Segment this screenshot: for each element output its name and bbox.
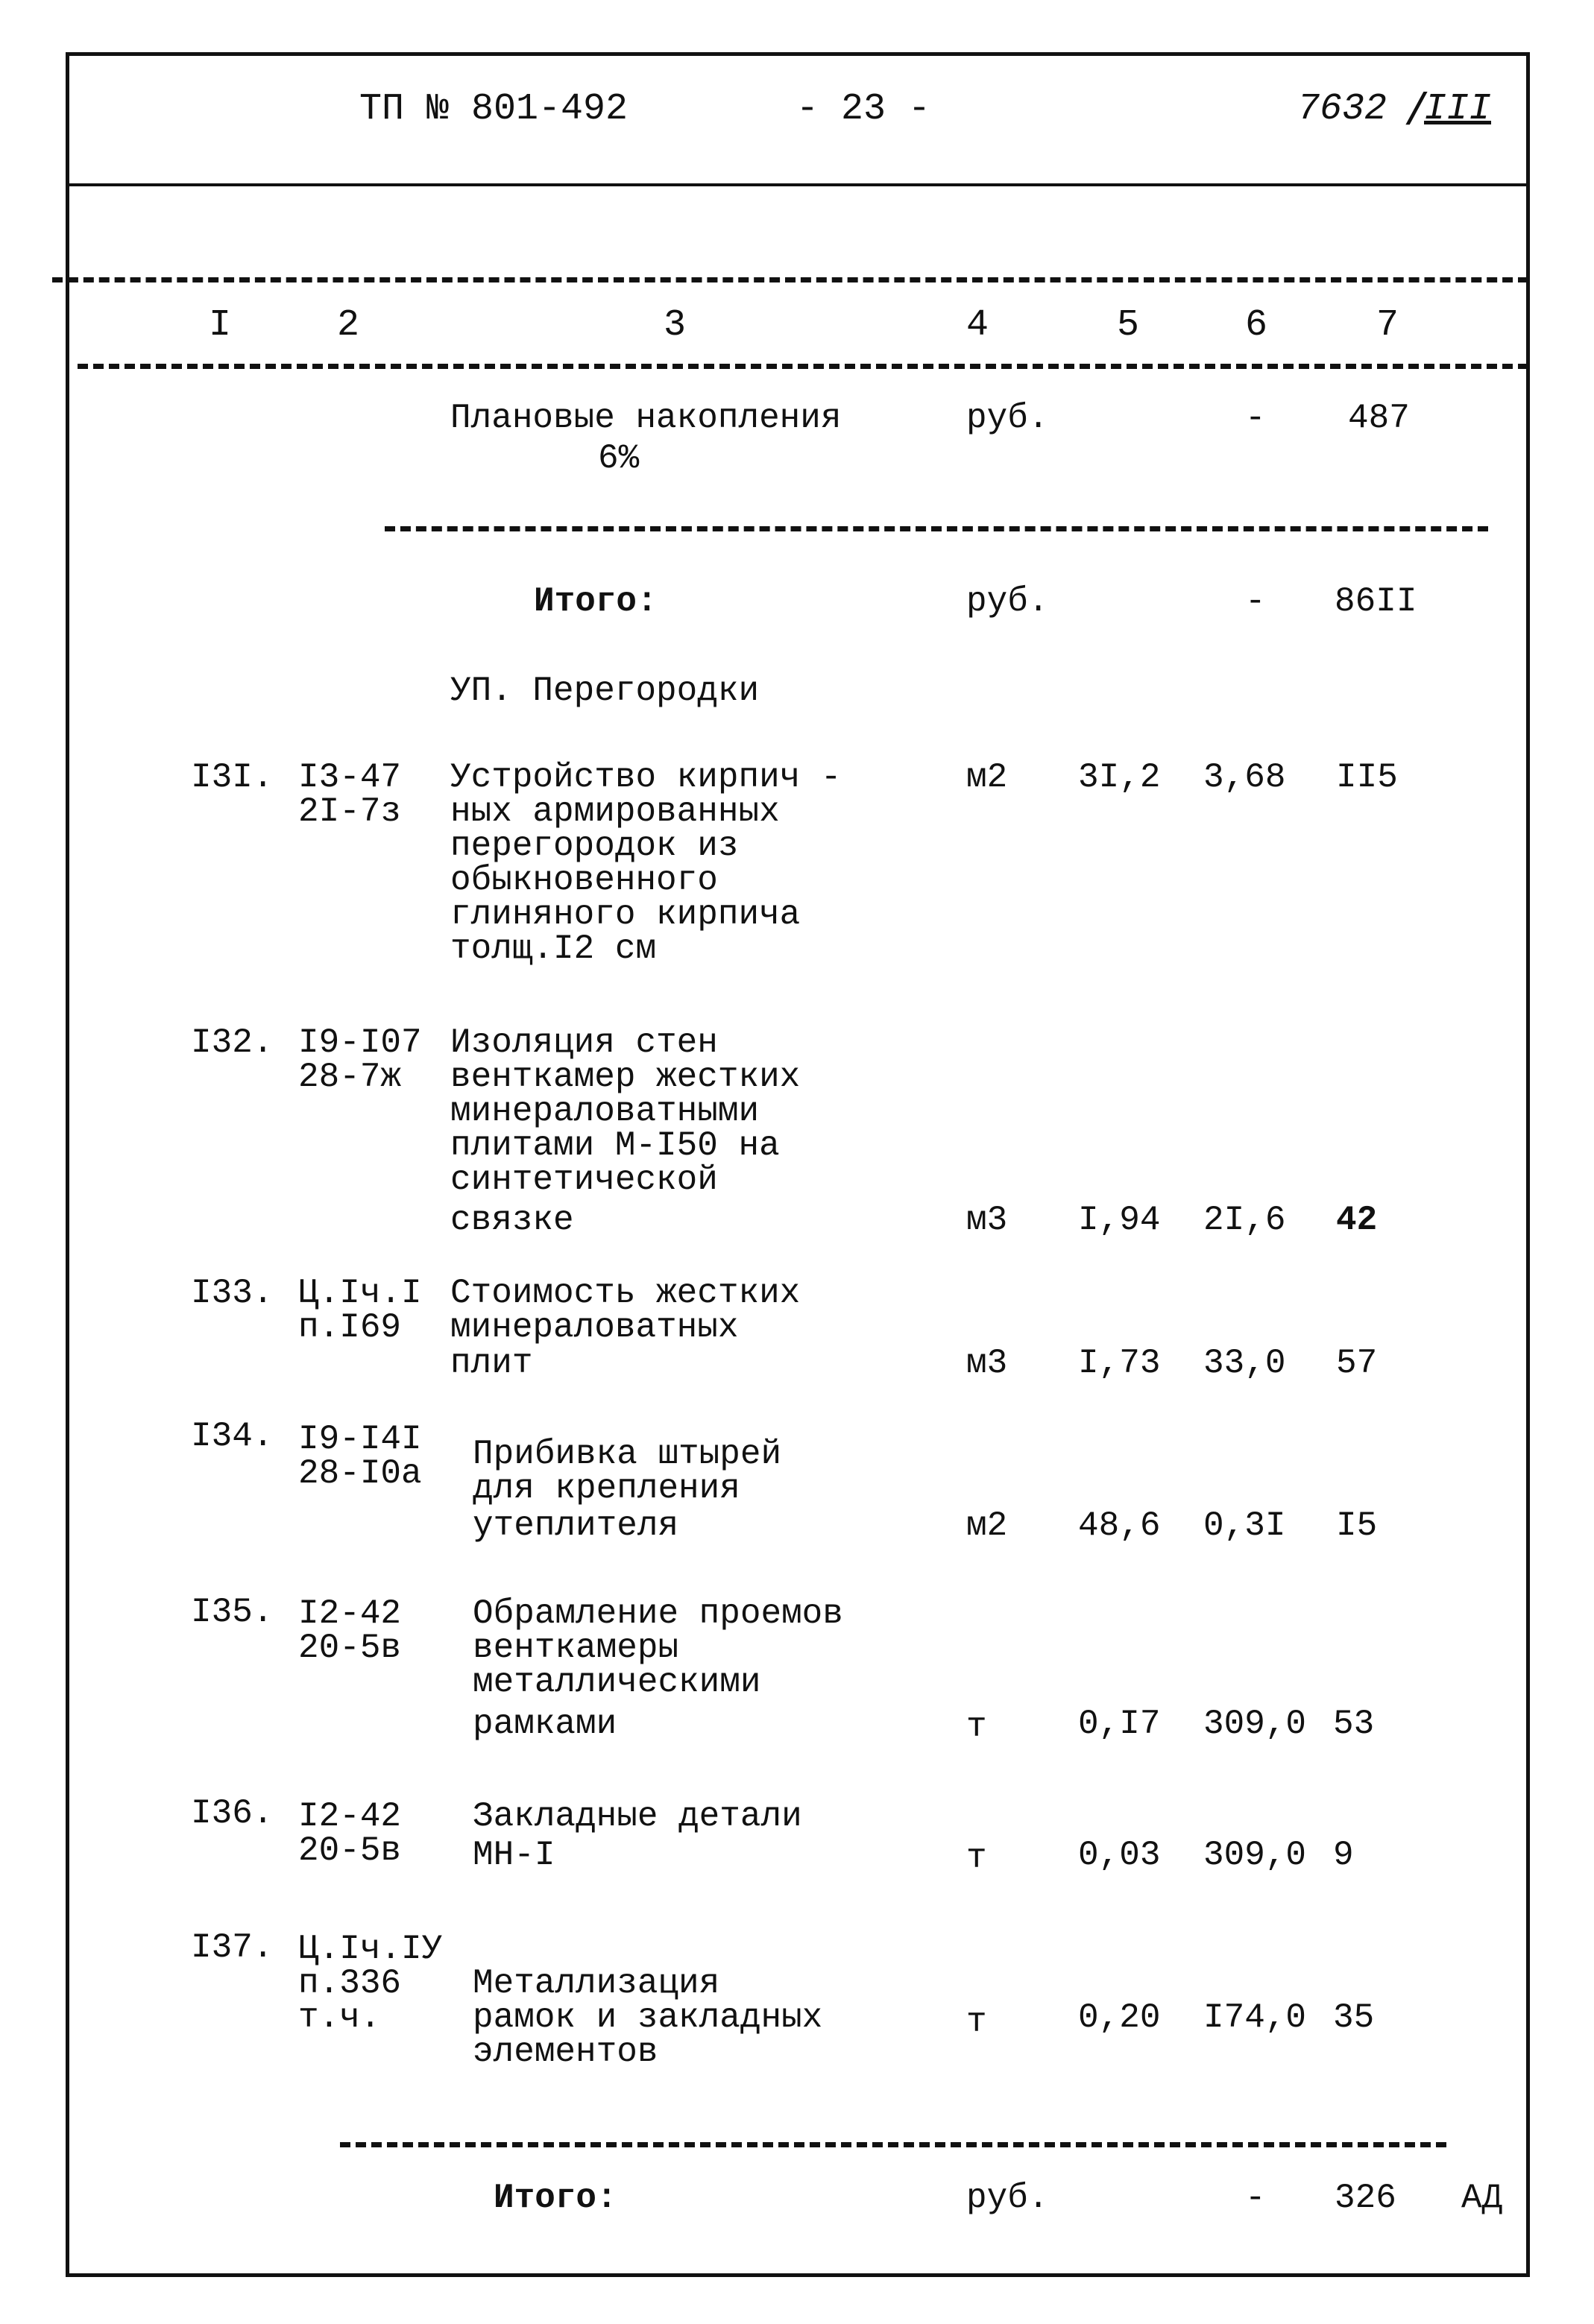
col-header-2: 2 [337,304,360,347]
row-desc: плит [450,1344,533,1383]
row-code: Ц.Iч.IУ [298,1930,443,1968]
planned-percent: 6% [598,439,640,478]
row-desc: металлическими [473,1663,761,1702]
project-number: ТП № 801-492 [359,88,629,130]
row-unit: м3 [966,1344,1008,1383]
row-total: 42 [1336,1201,1378,1240]
row-code: 2I-7з [298,792,402,831]
row-code: 20-5в [298,1629,402,1667]
row-desc: Изоляция стен [450,1023,718,1062]
row-code: т.ч. [298,1998,381,2037]
row-number: I33. [191,1274,274,1313]
row-quantity: 3I,2 [1078,758,1161,797]
row-price: 33,0 [1203,1344,1286,1383]
row-code: I9-I4I [298,1420,422,1459]
row-desc: Устройство кирпич - [450,758,842,797]
row-code: 20-5в [298,1831,402,1870]
row-desc: толщ.I2 см [450,929,657,968]
row-code: Ц.Iч.I [298,1274,422,1313]
row-desc: минераловатных [450,1308,739,1347]
row-desc: плитами М-I50 на [450,1126,780,1165]
row-total: 9 [1333,1836,1354,1875]
row-code: 28-7ж [298,1058,402,1096]
dashed-rule [385,526,1488,531]
row-quantity: 48,6 [1078,1506,1161,1545]
row-quantity: 0,03 [1078,1836,1161,1875]
subtotal-c7: 86II [1335,582,1417,621]
subtotal-unit: руб. [966,582,1049,621]
row-desc: рамками [473,1705,617,1743]
planned-unit: руб. [966,399,1049,438]
row-code: I9-I07 [298,1023,422,1062]
total-unit: руб. [966,2179,1049,2217]
planned-c7: 487 [1348,399,1410,438]
row-desc: Обрамление проемов [473,1594,843,1633]
subtotal-label: Итого: [534,582,658,621]
row-desc: синтетической [450,1161,718,1199]
sheet-slash: / [1403,88,1431,139]
row-unit: м2 [966,1506,1008,1545]
col-header-1: I [209,304,232,347]
row-desc: перегородок из [450,827,739,865]
col-header-6: 6 [1245,304,1268,347]
total-c6: - [1245,2179,1266,2217]
row-desc: Стоимость жестких [450,1274,801,1313]
row-number: I35. [191,1593,274,1632]
row-desc: элементов [473,2033,658,2071]
row-price: 309,0 [1203,1836,1307,1875]
row-desc: Прибивка штырей [473,1435,782,1474]
subtotal-c6: - [1245,582,1266,621]
row-desc: венткамер жестких [450,1058,801,1096]
row-desc: Металлизация [473,1964,720,2003]
row-total: I5 [1336,1506,1378,1545]
sheet-number: 7632 [1297,88,1387,130]
total-label: Итого: [494,2179,617,2217]
row-desc: ных армированных [450,792,780,831]
initials-mark: АД [1461,2179,1503,2217]
dashed-rule [340,2142,1446,2147]
row-code: I2-42 [298,1797,402,1836]
planned-label: Плановые накопления [450,399,842,438]
row-number: I36. [191,1794,274,1833]
col-header-3: 3 [664,304,687,347]
row-code: 28-I0а [298,1454,422,1493]
row-code: I3-47 [298,758,402,797]
planned-c6: - [1245,399,1266,438]
row-number: I37. [191,1928,274,1967]
row-desc: МН-I [473,1836,555,1875]
row-quantity: 0,I7 [1078,1705,1161,1743]
row-total: II5 [1336,758,1398,797]
row-quantity: 0,20 [1078,1998,1161,2037]
row-unit: т [966,1708,987,1746]
row-price: 0,3I [1203,1506,1286,1545]
row-quantity: I,73 [1078,1344,1161,1383]
row-price: 309,0 [1203,1705,1307,1743]
row-price: I74,0 [1203,1998,1307,2037]
total-c7: 326 [1335,2179,1396,2217]
sheet-suffix: III [1424,88,1492,130]
row-total: 57 [1336,1344,1378,1383]
header-divider [66,183,1530,186]
row-code: п.I69 [298,1308,402,1347]
row-desc: для крепления [473,1469,740,1508]
row-unit: м2 [966,758,1008,797]
row-unit: т [966,1839,987,1878]
page-number: - 23 - [796,88,931,130]
row-number: I34. [191,1417,274,1456]
row-desc: связке [450,1201,574,1240]
col-header-5: 5 [1117,304,1140,347]
page-frame [66,52,1530,2277]
row-unit: м3 [966,1201,1008,1240]
row-desc: рамок и закладных [473,1998,823,2037]
row-desc: минераловатными [450,1092,760,1131]
section-title: УП. Перегородки [450,672,760,710]
row-price: 3,68 [1203,758,1286,797]
row-desc: венткамеры [473,1629,679,1667]
row-desc: глиняного кирпича [450,895,801,934]
col-header-7: 7 [1376,304,1399,347]
row-desc: Закладные детали [473,1797,802,1836]
row-desc: утеплителя [473,1506,679,1545]
dashed-rule [52,277,1528,282]
row-code: I2-42 [298,1594,402,1633]
row-total: 53 [1333,1705,1375,1743]
dashed-rule [78,364,1528,369]
row-total: 35 [1333,1998,1375,2037]
row-quantity: I,94 [1078,1201,1161,1240]
row-desc: обыкновенного [450,861,718,900]
row-unit: т [966,2003,987,2042]
col-header-4: 4 [966,304,989,347]
row-number: I32. [191,1023,274,1062]
row-code: п.336 [298,1964,402,2003]
row-number: I3I. [191,758,274,797]
row-price: 2I,6 [1203,1201,1286,1240]
